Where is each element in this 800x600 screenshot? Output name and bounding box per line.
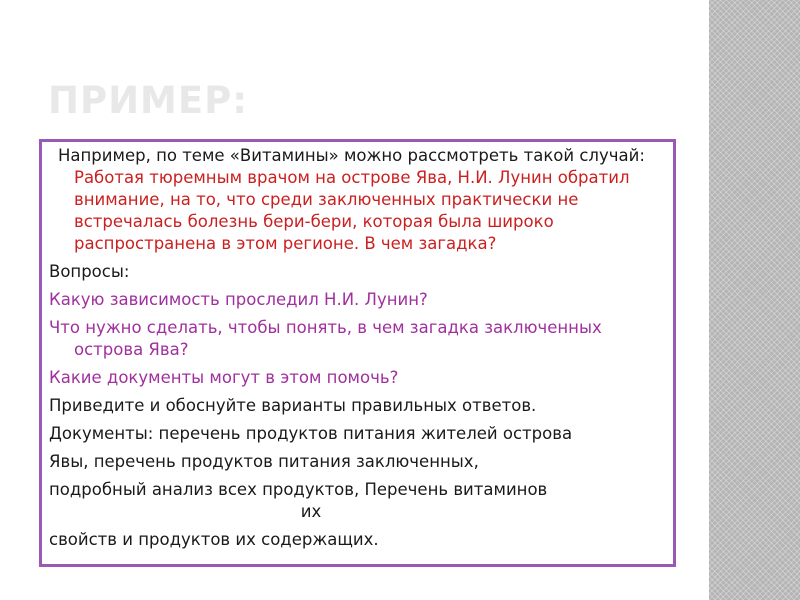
decorative-side-panel bbox=[709, 0, 800, 600]
questions-label: Вопросы: bbox=[49, 262, 130, 281]
documents-line-3-tail: их bbox=[300, 502, 322, 521]
documents-line-1: Документы: перечень продуктов питания жителей острова bbox=[49, 424, 573, 443]
question-3: Какие документы могут в этом помочь? bbox=[49, 368, 399, 387]
documents-line-3 bbox=[49, 479, 673, 523]
slide-title: ПРИМЕР: bbox=[48, 79, 249, 122]
content-box bbox=[39, 139, 676, 567]
question-1: Какую зависимость проследил Н.И. Лунин? bbox=[49, 290, 428, 309]
intro-case-text: Работая тюремным врачом на острове Ява, Н.И. Лунин обратил внимание, на то, что среди заключенных практически не встречалась болезнь бери-бери, которая была широко распространена в этом регионе. В чем загадка? bbox=[74, 168, 630, 253]
intro-label: Например, по теме «Витамины» можно рассмотреть такой случай: bbox=[58, 146, 645, 165]
question-2: Что нужно сделать, чтобы понять, в чем загадка заключенных острова Ява? bbox=[49, 318, 602, 359]
task-text: Приведите и обоснуйте варианты правильных ответов. bbox=[49, 396, 537, 415]
documents-line-4: свойств и продуктов их содержащих. bbox=[49, 530, 379, 549]
documents-line-3-main: подробный анализ всех продуктов, Перечень витаминов bbox=[49, 480, 548, 499]
intro-paragraph bbox=[49, 145, 673, 255]
documents-line-2: Явы, перечень продуктов питания заключенных, bbox=[49, 452, 479, 471]
